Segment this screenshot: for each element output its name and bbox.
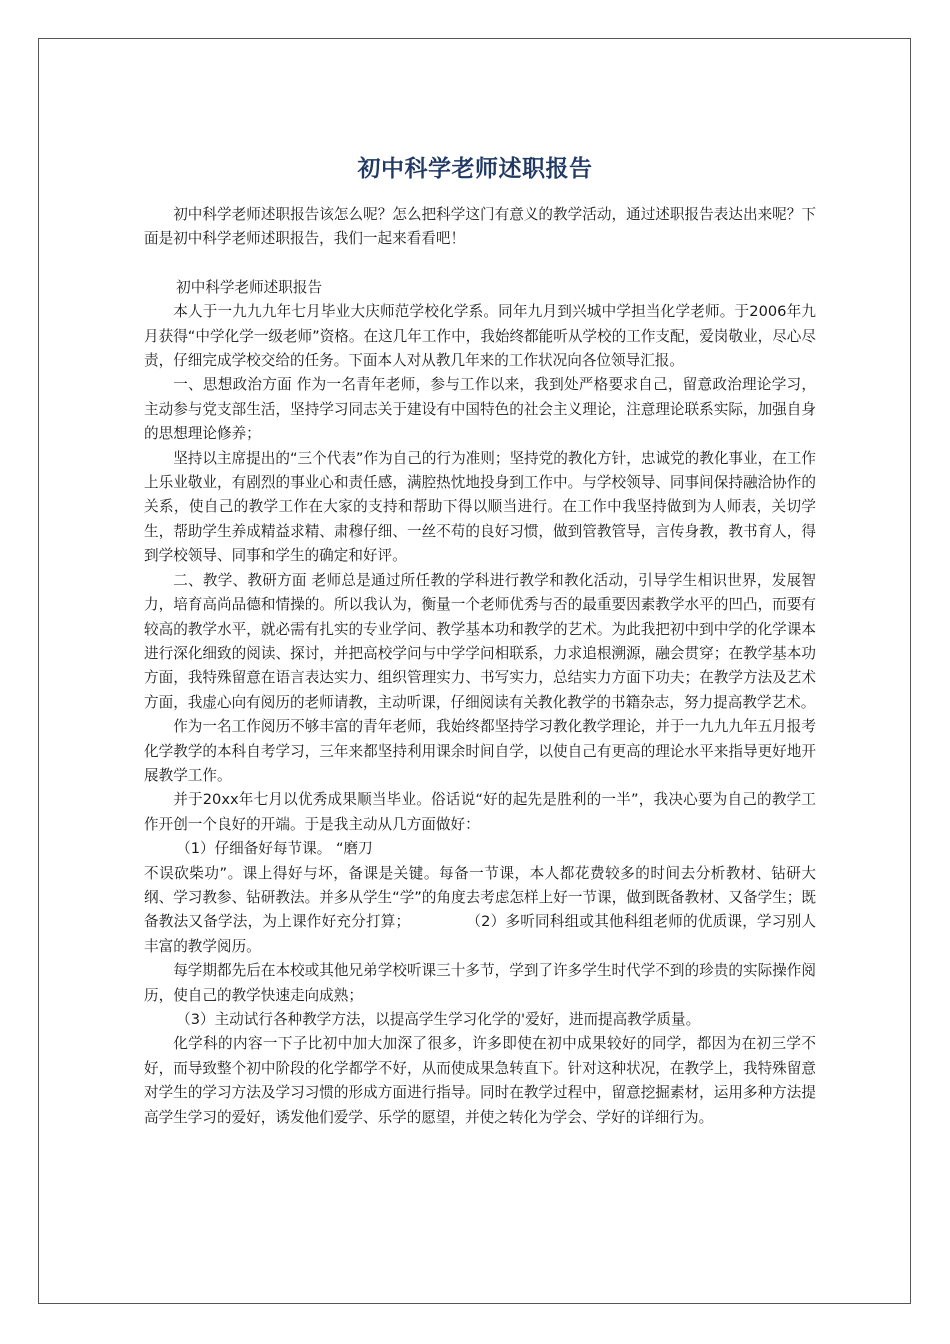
list-item-1-heading: （1）仔细备好每节课。 “磨刀 <box>176 840 373 858</box>
document-body <box>144 203 816 1130</box>
document-title: 初中科学老师述职报告 <box>357 156 593 183</box>
report-subtitle: 初中科学老师述职报告 <box>176 278 323 296</box>
list-item-1-body <box>144 862 816 960</box>
paragraph-3: 坚持以主席提出的“三个代表”作为自己的行为准则；坚持党的教化方针，忠诚党的教化事业，在工作上乐业敬业，有剧烈的事业心和责任感，满腔热忱地投身到工作中。与学校领导、同事间保持融洽协作的关系，使自己的教学工作在大家的支持和帮助下得以顺当进行。在工作中我坚持做到为人师表，关切学生，帮助学生养成精益求精、肃穆仔细、一丝不苟的良好习惯，做到管教管导，言传身教，教书育人，得到学校领导、同事和学生的确定和好评。 <box>144 449 816 565</box>
paragraph-2: 一、思想政治方面 作为一名青年老师，参与工作以来，我到处严格要求自己，留意政治理论学习，主动参与党支部生活，坚持学习同志关于建设有中国特色的社会主义理论，注意理论联系实际，加强自身的思想理论修养； <box>144 376 816 443</box>
paragraph-1: 本人于一九九九年七月毕业大庆师范学校化学系。同年九月到兴城中学担当化学老师。于2006年九月获得“中学化学一级老师”资格。在这几年工作中，我始终都能听从学校的工作支配，爱岗敬业，尽心尽责，仔细完成学校交给的任务。下面本人对从教几年来的工作状况向各位领导汇报。 <box>144 303 816 370</box>
list-item-1-text: 不误砍柴功”。课上得好与坏，备课是关键。每备一节课，本人都花费较多的时间去分析教材、钻研大纲、学习教参、钻研教法。并多从学生“学”的角度去考虑怎样上好一节课，做到既备教材、又备学生；既备教法又备学法，为上课作好充分打算； <box>144 864 816 931</box>
paragraph-last: 化学科的内容一下子比初中加大加深了很多，许多即使在初中成果较好的同学，都因为在初三学不好，而导致整个初中阶段的化学都学不好，从而使成果急转直下。针对这种状况，在教学上，我特殊留意对学生的学习方法及学习习惯的形成方面进行指导。同时在教学过程中，留意挖掘素材，运用多种方法提高学生学习的爱好，诱发他们爱学、乐学的愿望，并使之转化为学会、学好的详细行为。 <box>144 1035 816 1126</box>
paragraph-6: 并于20xx年七月以优秀成果顺当毕业。俗话说“好的起先是胜利的一半”，我决心要为自己的教学工作开创一个良好的开端。于是我主动从几方面做好： <box>144 791 816 833</box>
paragraph-5: 作为一名工作阅历不够丰富的青年老师，我始终都坚持学习教化教学理论，并于一九九九年五月报考化学教学的本科自考学习，三年来都坚持利用课余时间自学，以使自己有更高的理论水平来指导更好地开展教学工作。 <box>144 718 816 784</box>
paragraph-listen: 每学期都先后在本校或其他兄弟学校听课三十多节，学到了许多学生时代学不到的珍贵的实际操作阅历，使自己的教学快速走向成熟； <box>144 962 816 1004</box>
list-item-2-heading: （2）多听同科组或其他科组老师的优质课，学习别人丰富的教学阅历。 <box>144 913 816 955</box>
list-item-3: （3）主动试行各种教学方法，以提高学生学习化学的'爱好，进而提高教学质量。 <box>176 1011 701 1028</box>
paragraph-4: 二、教学、教研方面 老师总是通过所任教的学科进行教学和教化活动，引导学生相识世界，发展智力，培育高尚品德和情操的。所以我认为，衡量一个老师优秀与否的最重要因素教学水平的凹凸，而要有较高的教学水平，就必需有扎实的专业学问、教学基本功和教学的艺术。为此我把初中到中学的化学课本进行深化细致的阅读、探讨，并把高校学问与中学学问相联系，力求追根溯源，融会贯穿；在教学基本功方面，我特殊留意在语言表达实力、组织管理实力、书写实力，总结实力方面下功夫；在教学方法及艺术方面，我虚心向有阅历的老师请教，主动听课，仔细阅读有关教化教学的书籍杂志，努力提高教学艺术。 <box>144 571 816 711</box>
intro-paragraph: 初中科学老师述职报告该怎么呢？怎么把科学这门有意义的教学活动，通过述职报告表达出来呢？下面是初中科学老师述职报告，我们一起来看看吧！ <box>144 206 816 248</box>
